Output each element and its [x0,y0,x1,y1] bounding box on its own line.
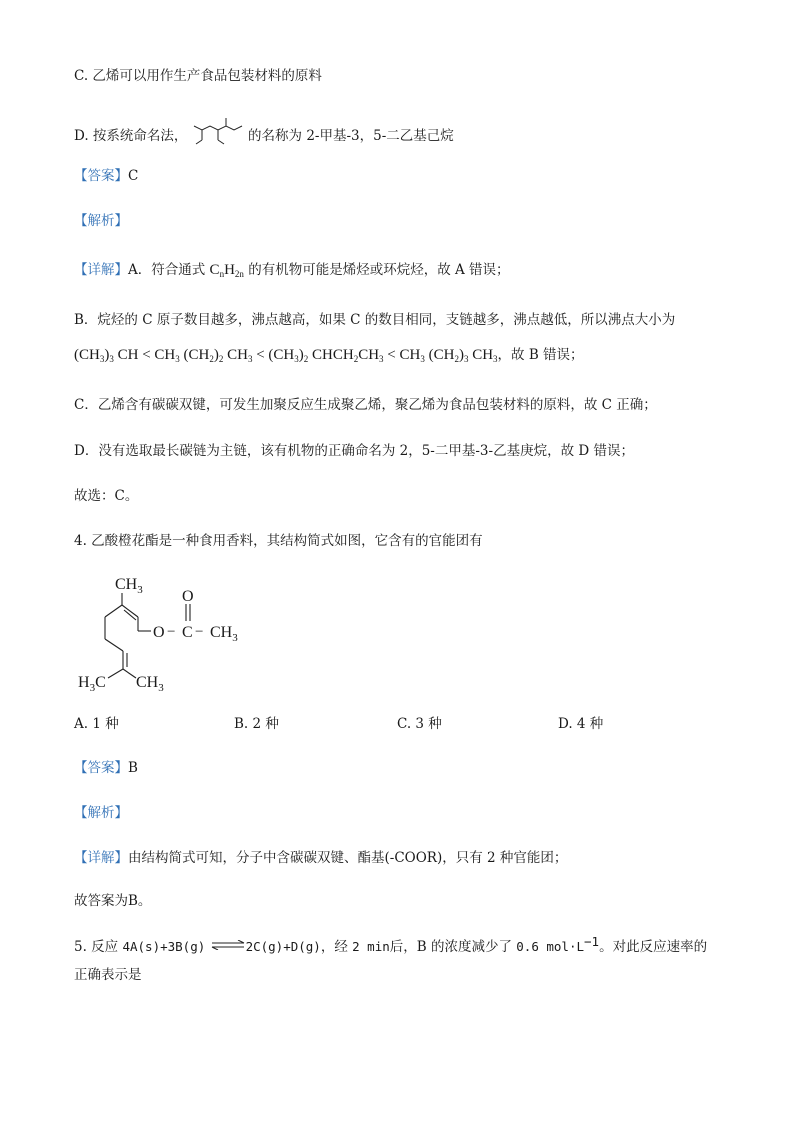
reaction-left: 4A(s)+3B(g) [122,939,206,954]
skeletal-structure-image [192,116,244,152]
detail-b-tail: ，故 B 错误； [497,347,584,363]
answer-value: C [128,168,139,184]
term-1: $(CH_3)_3$ CH [74,347,139,364]
detail-tag: 【详解】 [74,850,128,866]
q4-option-a: A. 1 种 [74,716,119,732]
q4-option-c: C. 3 种 [397,716,442,732]
q5-stem-line1: 5. 反应 4A(s)+3B(g) 2C(g)+D(g)，经 2 min后，B 的浓度减少了 0.6 $mol\cdot L^{-1}$。对此反应速率的 [74,934,708,955]
general-formula: $C_nH_{2n}$ [209,262,244,279]
equilibrium-arrow-icon [210,940,246,950]
detail-a-suffix: 的有机物可能是烯烃或环烷烃，故 A 错误； [248,262,510,278]
label-ch3-top: $CH_3$ [115,576,143,596]
q4-answer [74,758,138,778]
q4-conclusion: 故答案为B。 [74,893,152,909]
q5-stem-line2: 正确表示是 [74,967,142,983]
label-c-carbonyl: C [182,624,193,641]
q3-conclusion: 故选：C。 [74,488,139,504]
q4-option-b: B. 2 种 [234,716,279,732]
answer-tag: 【答案】 [74,168,128,184]
q4-detail [74,848,567,868]
detail-tag: 【详解】 [74,262,128,278]
label-o-ester: O [153,624,165,641]
q4-option-d: D. 4 种 [558,716,604,732]
label-dash-2: − [195,624,204,640]
q3-detail-c: C．乙烯含有碳碳双键，可发生加聚反应生成聚乙烯，聚乙烯为食品包装材料的原料，故 C 正确； [74,397,657,413]
term-2: $CH_3$ $(CH_2)_2$ $CH_3$ [154,347,253,364]
answer-value: B [128,760,138,776]
q3-detail-d: D．没有选取最长碳链为主链，该有机物的正确命名为 2，5-二甲基-3-乙基庚烷，故 D 错误； [74,443,634,459]
option-d-line [74,116,454,152]
concentration: 0.6 mol·L [516,939,585,954]
q3-analysis-tag: 【解析】 [74,213,128,229]
detail-a-prefix: A．符合通式 [128,262,206,278]
q3-detail-b-line1: B．烷烃的 C 原子数目越多，沸点越高，如果 C 的数目相同，支链越多，沸点越低，所以沸点大小为 [74,312,676,328]
option-d-suffix: 的名称为 2-甲基-3，5-二乙基己烷 [248,128,454,144]
label-h3c-left: $H_3C$ [78,674,106,694]
label-dash-1: − [167,624,176,640]
term-4: $CH_3$ $(CH_2)_3$ $CH_3$ [399,347,498,364]
detail-text: 由结构简式可知，分子中含碳碳双键、酯基(-COOR)，只有 2 种官能团； [128,850,568,866]
reaction-time: 2 min [352,939,390,954]
option-c-text: C. 乙烯可以用作生产食品包装材料的原料 [74,68,322,84]
boiling-point-order: $(CH_3)_3$ CH < $CH_3$ $(CH_2)_2$ $CH_3 < (CH_3)_2$ $CHCH_2CH_3 < CH_3$ $(CH_2)_3$ $CH_3$，故 B 错误； [74,347,584,364]
q4-stem: 4. 乙酸橙花酯是一种食用香料，其结构简式如图，它含有的官能团有 [74,533,483,549]
label-ch3-bottom: $CH_3$ [136,674,164,694]
neryl-acetate-structure [70,565,270,695]
q3-detail-a [74,260,510,280]
label-ch3-right: $CH_3$ [210,624,238,644]
q3-answer [74,166,138,186]
answer-tag: 【答案】 [74,760,128,776]
term-3: $(CH_3)_2$ $CHCH_2CH_3$ [268,347,384,364]
reaction-right: 2C(g)+D(g) [245,939,321,954]
option-d-prefix: D. 按系统命名法， [74,128,188,144]
label-o-double: O [182,588,194,605]
q4-analysis-tag: 【解析】 [74,805,128,821]
